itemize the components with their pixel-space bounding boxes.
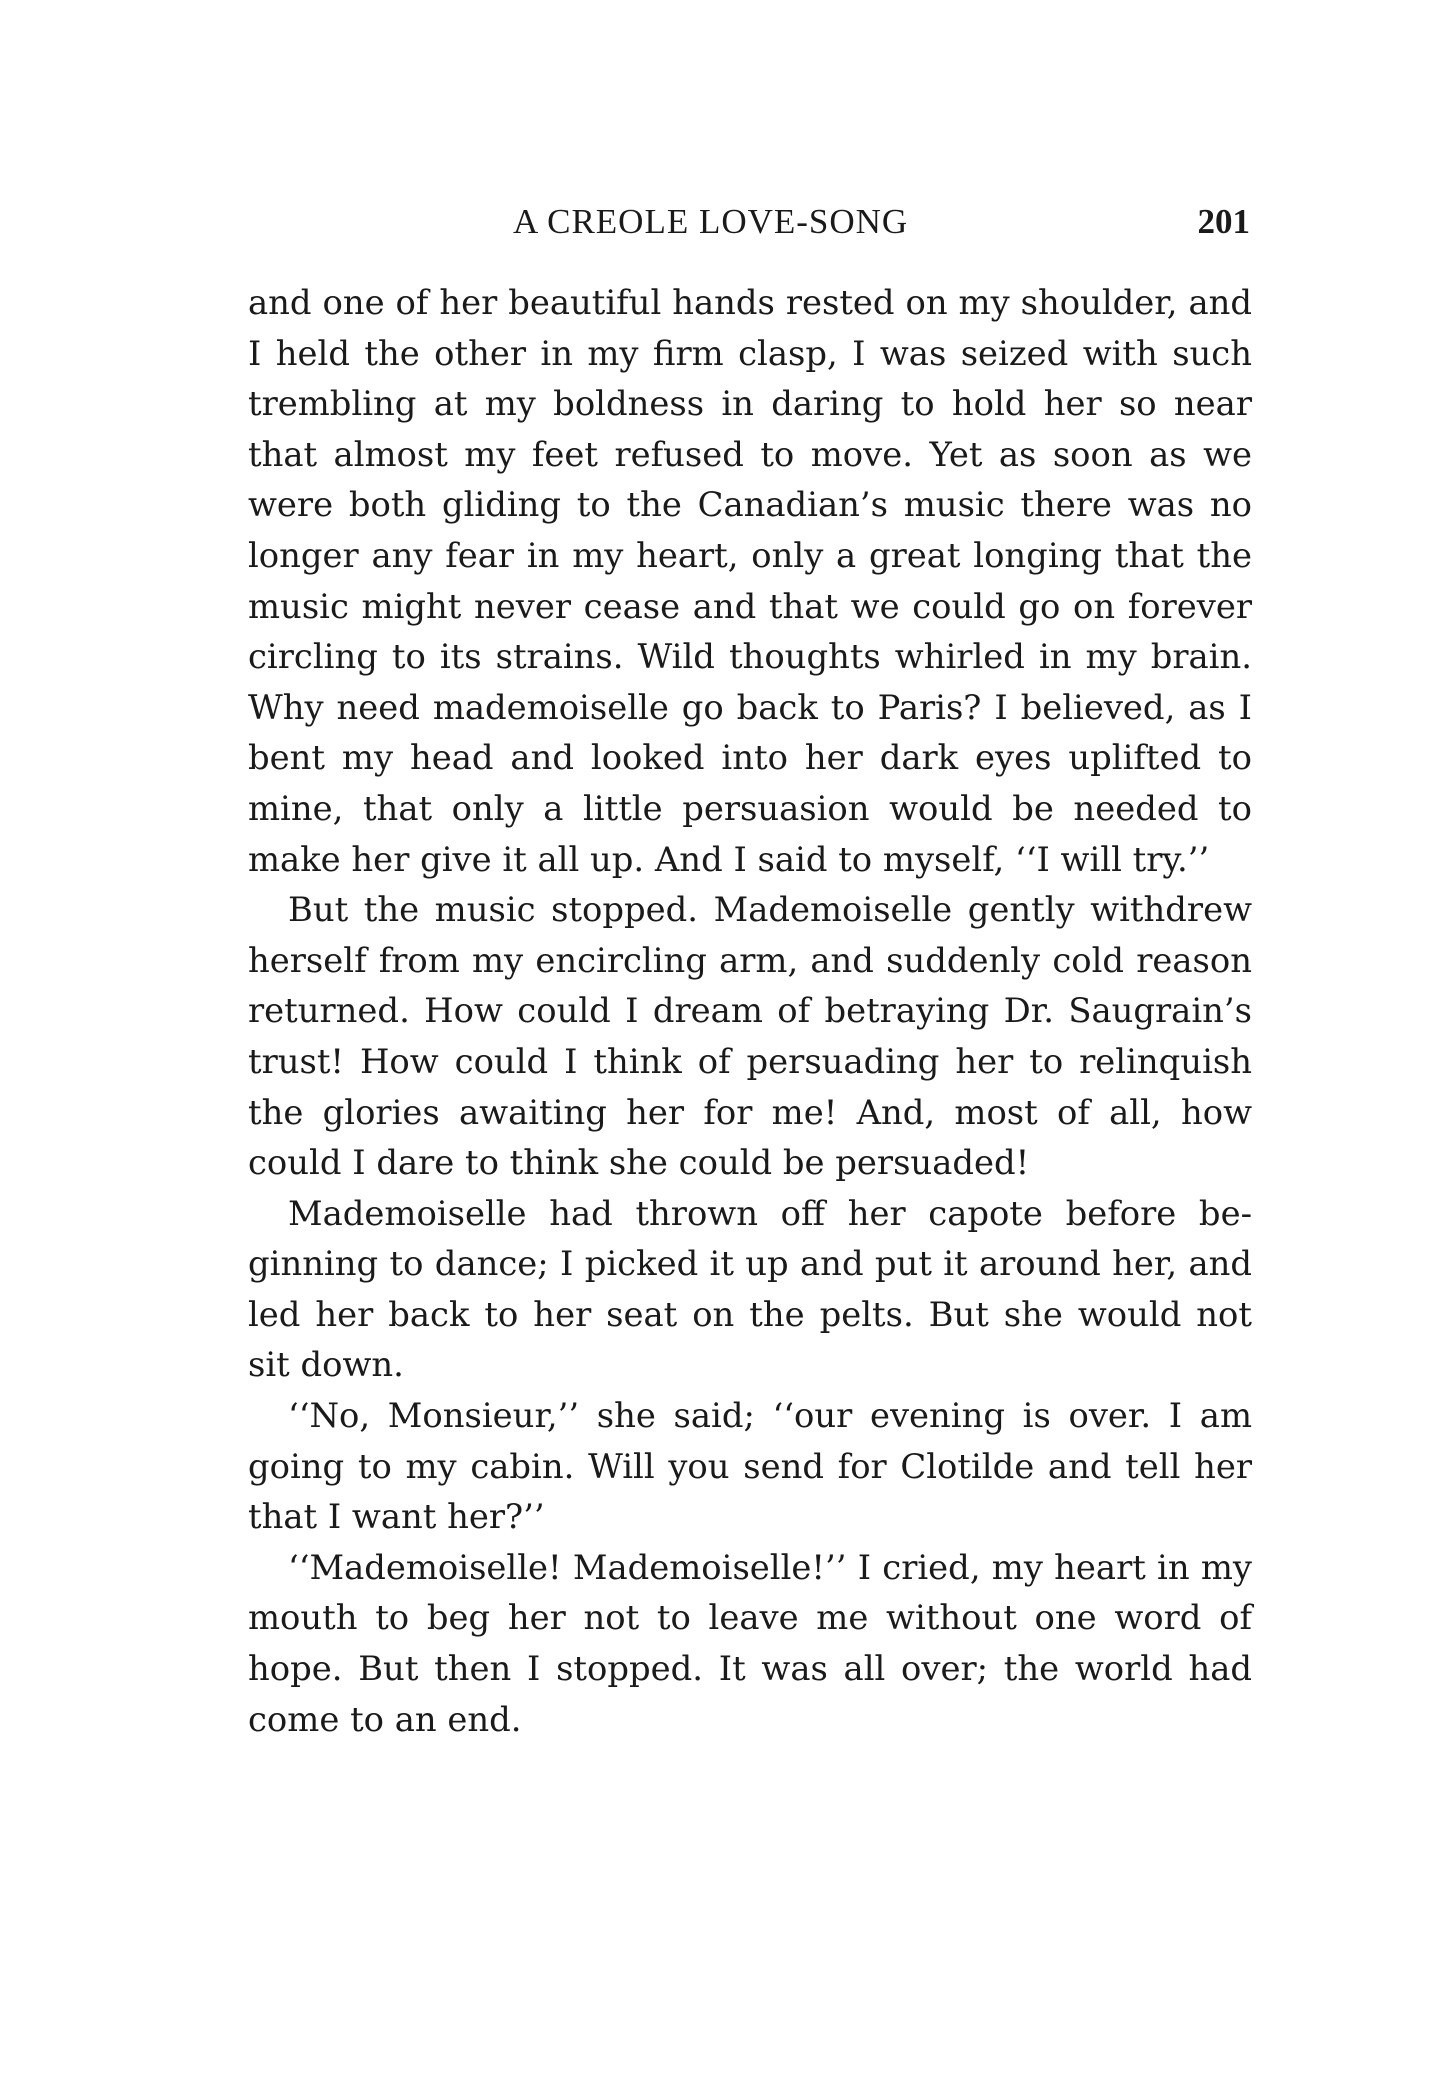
- paragraph-3: Mademoiselle had thrown off her capote before beginning to dance; I picked it up and put it around her, and led her back to her seat on the pelts. But she would not sit down.: [248, 1193, 1252, 1385]
- paragraph-1: and one of her beautiful hands rested on my shoulder, and I held the other in my firm clasp, I was seized with such trembling at my boldness in daring to hold her so near that almost my feet refused to move. Yet as soon as we were both gliding to the Canadian’s music there was no longer any fear in my heart, only a great longing that the music might never cease and that we could go on forever circling to its strains. Wild thoughts whirled in my brain. Why need mademoiselle go back to Paris? I believed, as I bent my head and looked into her dark eyes uplifted to mine, that only a little persuasion would be needed to make her give it all up. And I said to myself, ‘‘I will try.’’: [248, 283, 1252, 879]
- running-head: [248, 192, 1250, 252]
- paragraph-5: ‘‘Mademoiselle! Mademoiselle!’’ I cried, my heart in my mouth to beg her not to leave me without one word of hope. But then I stopped. It was all over; the world had come to an end.: [248, 1547, 1252, 1739]
- page-number: 201: [1197, 202, 1250, 241]
- paragraph-4: ‘‘No, Monsieur,’’ she said; ‘‘our evening is over. I am going to my cabin. Will you send for Clotilde and tell her that I want her?’’: [248, 1396, 1252, 1537]
- body-text: [248, 278, 1252, 1745]
- paragraph-2: But the music stopped. Mademoiselle gently withdrew herself from my encircling arm, and suddenly cold reason returned. How could I dream of betraying Dr. Saugrain’s trust! How could I think of persuading her to relinquish the glories awaiting her for me! And, most of all, how could I dare to think she could be persuaded!: [248, 890, 1252, 1183]
- running-title: A CREOLE LOVE-SONG: [513, 202, 909, 241]
